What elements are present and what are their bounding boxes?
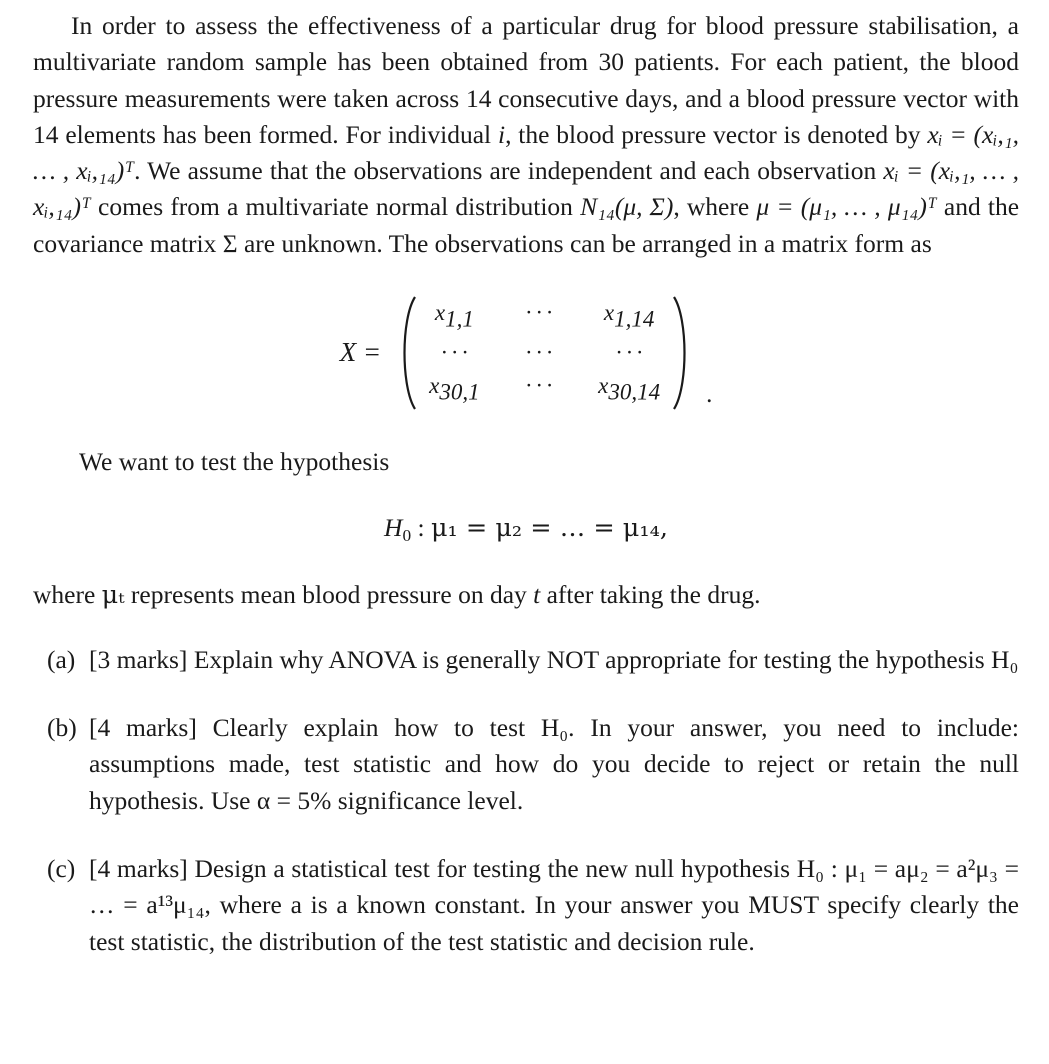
hypothesis-colon: : — [417, 512, 425, 542]
question-text-c: Design a statistical test for testing the new null hypothesis H₀ : μ₁ = aμ₂ = a²μ₃ = … = a¹³μ₁₄, where a is a known constant. In your answer you MUST specify clearly the test statistic, the distribution of the test statistic and decision rule. — [89, 853, 1019, 956]
mu-t-symbol: μₜ — [101, 579, 125, 610]
question-marks-b: [4 marks] — [89, 713, 197, 743]
where-pre: where — [33, 579, 96, 609]
question-body-c — [89, 851, 1019, 960]
left-paren-icon — [393, 294, 419, 412]
matrix-lhs-label: X = — [339, 337, 382, 368]
hypothesis-body: μ₁ = μ₂ = … = μ₁₄, — [430, 512, 668, 543]
question-label-c: (c) — [47, 853, 76, 883]
intro-paragraph — [33, 8, 1019, 262]
matrix-cell-r3c2: · · · — [525, 372, 553, 398]
hypothesis-subscript: 0 — [402, 525, 412, 545]
intro-text-3: . We assume that the observations are independent and each observation — [134, 156, 877, 186]
right-paren-icon — [670, 294, 696, 412]
equation-normal-dist: N₁₄(μ, Σ) — [580, 192, 674, 222]
question-text-a: Explain why ANOVA is generally NOT appropriate for testing the hypothesis H₀ — [193, 644, 1019, 674]
variable-i: i — [497, 119, 506, 149]
matrix-cell-r2c1: · · · — [441, 339, 468, 365]
matrix-cell-r2c3: · · · — [615, 339, 643, 365]
intro-text-5: , where — [673, 192, 750, 222]
intro-text-4: comes from a multivariate normal distribution — [98, 192, 573, 222]
intro-text-6: and the covariance matrix Σ are unknown. The observations can be arranged in a matrix form as — [33, 192, 1020, 258]
matrix-entries — [419, 292, 670, 413]
matrix-cell-r1c1: x1,1 — [434, 300, 474, 332]
matrix-cell-r3c3: x30,14 — [598, 372, 661, 404]
matrix-cell-r2c2: · · · — [525, 339, 553, 365]
matrix-display — [33, 292, 1019, 413]
question-label-a: (a) — [47, 644, 76, 674]
question-body-a — [89, 642, 1019, 678]
matrix-cell-r1c3: x1,14 — [603, 300, 655, 332]
list-item — [33, 851, 1019, 960]
where-mid: represents mean blood pressure on day — [130, 579, 527, 609]
question-list — [33, 642, 1019, 960]
question-body-b — [89, 710, 1019, 819]
question-marks-a: [3 marks] — [89, 644, 188, 674]
matrix-cell-r1c2: · · · — [525, 300, 553, 326]
question-marks-c: [4 marks] — [89, 853, 188, 883]
hypothesis-h-symbol: H0 — [384, 512, 412, 545]
we-want-line: We want to test the hypothesis — [79, 446, 390, 476]
equation-x-i-vector: xᵢ = (xᵢ,₁, … , xᵢ,₁₄)ᵀ — [33, 119, 1020, 186]
question-text-b: Clearly explain how to test H₀. In your answer, you need to include: assumptions made, test statistic and how do you decide to reject or retain the null hypothesis. Use α = 5% significance level. — [89, 713, 1019, 815]
variable-t: t — [533, 579, 541, 609]
intro-text-2: , the blood pressure vector is denoted by — [505, 119, 921, 149]
intro-text-1: In order to assess the effectiveness of a particular drug for blood pressure stabilisation, a multivariate random sample has been obtained from 30 patients. For each patient, the blood pressure measurements were taken across 14 consecutive days, and a blood pressure vector with 14 elements has been formed. For individual — [33, 11, 1019, 149]
hypothesis-display — [33, 513, 1019, 546]
equation-mu-vector: μ = (μ₁, … , μ₁₄)ᵀ — [756, 192, 937, 222]
where-line — [33, 580, 1019, 610]
list-item — [33, 642, 1019, 678]
matrix-cell-r3c1: x30,1 — [429, 372, 480, 404]
equation-x-i-observation: xᵢ = (xᵢ,₁, … , xᵢ,₁₄)ᵀ — [33, 156, 1019, 222]
question-label-b: (b) — [47, 713, 77, 743]
where-post: after taking the drug. — [546, 579, 761, 609]
matrix-trailing-period: . — [706, 380, 713, 408]
list-item — [33, 710, 1019, 819]
